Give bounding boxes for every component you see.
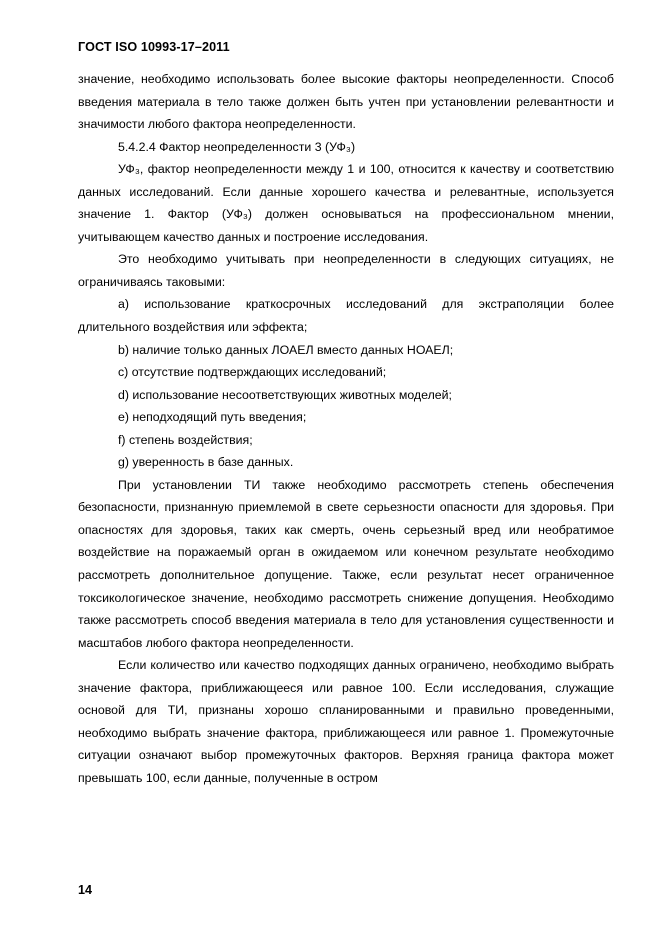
document-body [78,68,614,790]
paragraph-situations-intro: Это необходимо учитывать при неопределенности в следующих ситуациях, не ограничиваясь таковыми: [78,252,614,289]
list-item-g: g) уверенность в базе данных. [118,455,294,470]
paragraph-continuation: значение, необходимо использовать более высокие факторы неопределенности. Способ введения материала в тело также должен быть учтен при установлении релевантности и значимости любого фактора неопределенности. [78,72,614,132]
list-item-d: d) использование несоответствующих животных моделей; [118,387,452,402]
page-number: 14 [78,883,93,897]
list-item-e: e) неподходящий путь введения; [118,410,307,425]
list-item-f: f) степень воздействия; [118,432,253,447]
list-item-a: a) использование краткосрочных исследований для экстраполяции более длительного воздействия или эффекта; [78,297,614,335]
paragraph-factor-selection: Если количество или качество подходящих данных ограничено, необходимо выбрать значение фактора, приближающееся или равное 100. Если исследования, служащие основой для ТИ, признаны хорошо спланированными и правильно проведенными, необходимо выбрать значение фактора, приближающееся или равное 1. Промежуточные ситуации означают выбор промежуточных факторов. Верхняя граница фактора может превышать 100, если данные, полученные в остром [78,658,614,785]
paragraph-safety-margin: При установлении ТИ также необходимо рассмотреть степень обеспечения безопасности, признанную приемлемой в свете серьезности опасности для здоровья. При опасностях для здоровья, таких как смерть, очень серьезный вред или необратимое воздействие на поражаемый орган в ожидаемом или конечном результате необходимо рассмотреть дополнительное допущение. Также, если результат несет ограниченное токсикологическое значение, необходимо рассмотреть снижение допущения. Необходимо также рассмотреть способ введения материала в тело для установления существенности и масштабов любого фактора неопределенности. [78,477,614,650]
section-heading-5-4-2-4: 5.4.2.4 Фактор неопределенности 3 (УФ₃) [118,139,356,154]
document-header: ГОСТ ISO 10993-17–2011 [78,40,230,54]
list-item-b: b) наличие только данных ЛОАЕЛ вместо данных НОАЕЛ; [118,342,454,357]
paragraph-uf3-definition: УФ₃, фактор неопределенности между 1 и 100, относится к качеству и соответствию данных исследований. Если данные хорошего качества и релевантные, используется значение 1. Фактор (УФ₃) должен основываться на профессиональном мнении, учитывающем качество данных и построение исследования. [78,162,614,244]
list-item-c: c) отсутствие подтверждающих исследований; [118,365,387,380]
